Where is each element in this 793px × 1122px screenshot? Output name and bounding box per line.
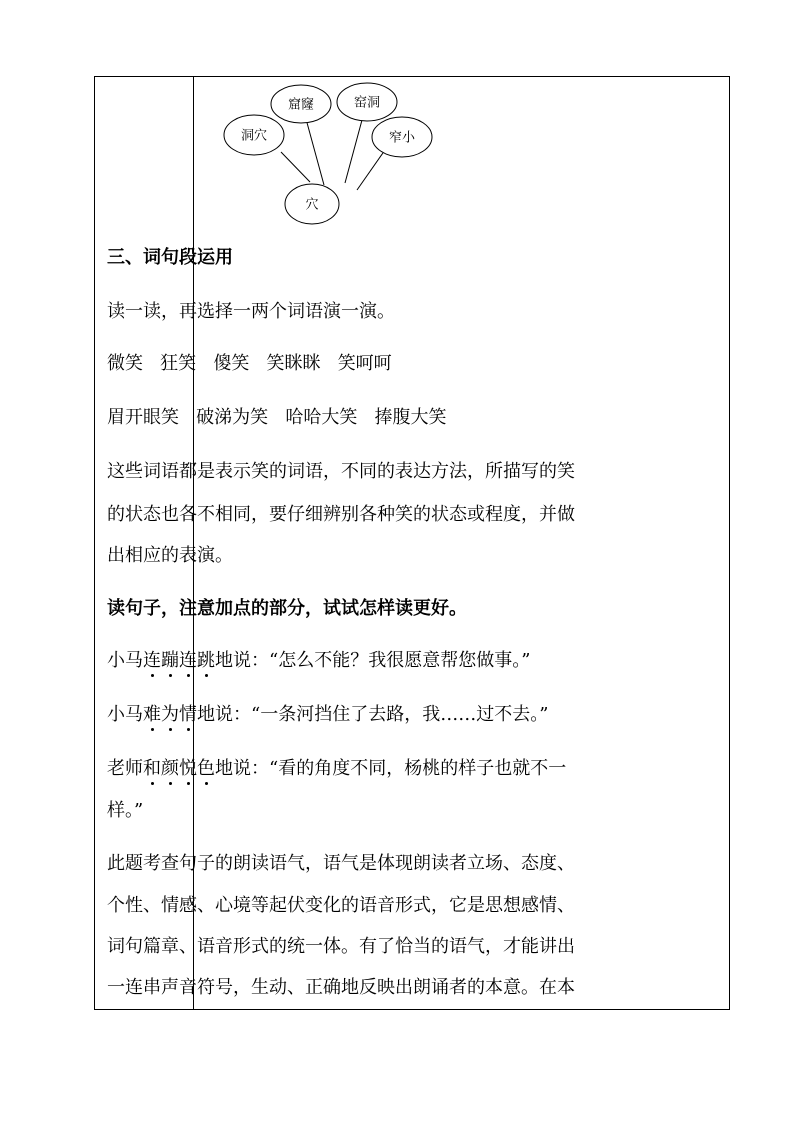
example-sentence: 老师和颜悦色地说：“看的角度不同，杨桃的样子也就不一 [107, 758, 567, 779]
analysis-line: 个性、情感、心境等起伏变化的语音形式，它是思想感情、 [107, 895, 575, 916]
word-item: 笑呵呵 [337, 353, 392, 374]
instruction-text: 读一读，再选择一两个词语演一演。 [107, 301, 395, 322]
emphasis-char: 为 [161, 704, 179, 725]
analysis-line: 此题考查句子的朗读语气，语气是体现朗读者立场、态度、 [107, 853, 575, 874]
word-item: 哈哈大笑 [285, 407, 358, 428]
word-web-diagram [0, 0, 793, 240]
node-label: 窟窿 [287, 97, 315, 113]
emphasis-char: 悦 [179, 758, 197, 779]
node-label: 窑洞 [353, 95, 381, 111]
connector-line [306, 119, 324, 185]
emphasis-char: 蹦 [161, 650, 179, 671]
node-label: 窄小 [388, 130, 416, 146]
word-item: 笑眯眯 [266, 353, 321, 374]
emphasis-char: 颜 [161, 758, 179, 779]
analysis-line: 一连串声音符号，生动、正确地反映出朗诵者的本意。在本 [107, 977, 575, 998]
example-sentence: 小马连蹦连跳地说：“怎么不能？我很愿意帮您做事。” [107, 650, 531, 671]
sentence-heading: 读句子，注意加点的部分，试试怎样读更好。 [107, 598, 467, 619]
example-sentence: 小马难为情地说：“一条河挡住了去路，我……过不去。” [107, 704, 549, 725]
word-row [107, 405, 447, 431]
word-item: 傻笑 [213, 353, 250, 374]
center-node-label: 穴 [305, 197, 319, 213]
explanation-line: 的状态也各不相同，要仔细辨别各种笑的状态或程度，并做 [107, 504, 575, 525]
connector-line [281, 152, 310, 182]
word-row [107, 351, 392, 377]
emphasis-char: 连 [143, 650, 161, 671]
example-sentence-continued: 样。” [107, 800, 144, 821]
word-item: 眉开眼笑 [107, 407, 179, 428]
emphasis-char: 跳 [197, 650, 215, 671]
word-item: 捧腹大笑 [374, 407, 447, 428]
analysis-line: 词句篇章、语音形式的统一体。有了恰当的语气，才能讲出 [107, 936, 575, 957]
word-item: 破涕为笑 [196, 407, 269, 428]
explanation-line: 出相应的表演。 [107, 545, 233, 566]
explanation-line: 这些词语都是表示笑的词语，不同的表达方法，所描写的笑 [107, 461, 575, 482]
emphasis-char: 情 [179, 704, 197, 725]
emphasis-char: 连 [179, 650, 197, 671]
connector-line [357, 150, 385, 190]
section-heading: 三、词句段运用 [107, 247, 233, 268]
word-item: 微笑 [107, 353, 143, 374]
emphasis-char: 难 [143, 704, 161, 725]
emphasis-char: 和 [143, 758, 161, 779]
word-item: 狂笑 [160, 353, 197, 374]
node-label: 洞穴 [240, 128, 268, 144]
emphasis-char: 色 [197, 758, 215, 779]
connector-line [345, 120, 362, 183]
